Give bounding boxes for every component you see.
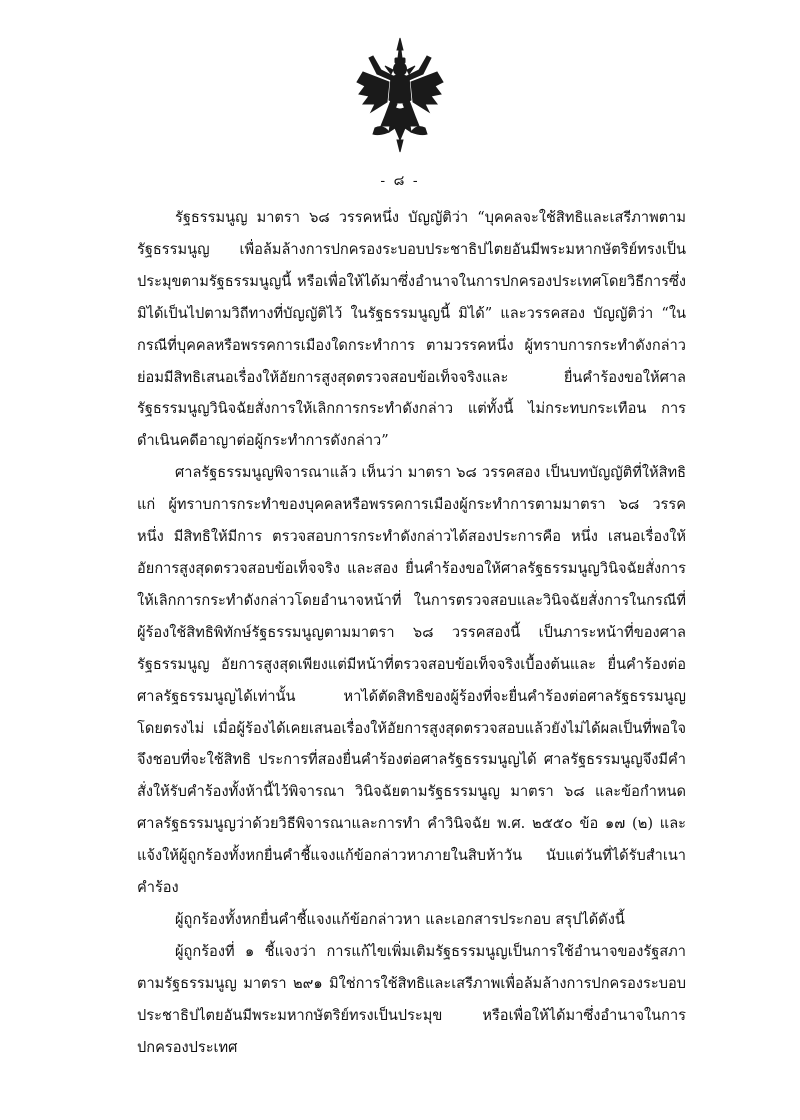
- paragraph-section-68-text: รัฐธรรมนูญ มาตรา ๖๘ วรรคหนึ่ง บัญญัติว่า “บุคคลจะใช้สิทธิและเสรีภาพตามรัฐธรรมนูญ เพื่อล้มล้างการปกครองระบอบประชาธิปไตยอันมีพระมหากษัตริย์ทรงเป็นประมุขตามรัฐธรรมนูญนี้ หรือเพื่อให้ได้มาซึ่งอำนาจในการปกครองประเทศโดยวิธีการซึ่งมิได้เป็นไปตามวิถีทางที่บัญญัติไว้ ในรัฐธรรมนูญนี้ มิได้” และวรรคสอง บัญญัติว่า “ในกรณีที่บุคคลหรือพรรคการเมืองใดกระทำการ ตามวรรคหนึ่ง ผู้ทราบการกระทำดังกล่าวย่อมมีสิทธิเสนอเรื่องให้อัยการสูงสุดตรวจสอบข้อเท็จจริงและ ยื่นคำร้องขอให้ศาลรัฐธรรมนูญวินิจฉัยสั่งการให้เลิกการกระทำดังกล่าว แต่ทั้งนี้ ไม่กระทบกระเทือน การดำเนินคดีอาญาต่อผู้กระทำการดังกล่าว”: [137, 209, 686, 450]
- paragraph-respondent-1: ผู้ถูกร้องที่ ๑ ชี้แจงว่า การแก้ไขเพิ่มเติมรัฐธรรมนูญเป็นการใช้อำนาจของรัฐสภา ตามรัฐธรรมนูญ มาตรา ๒๙๑ มิใช่การใช้สิทธิและเสรีภาพเพื่อล้มล้างการปกครองระบอบ ประชาธิปไตยอันมีพระมหากษัตริย์ทรงเป็นประมุข หรือเพื่อให้ได้มาซึ่งอำนาจในการปกครองประเทศ: [137, 942, 686, 1056]
- garuda-emblem-icon: [355, 36, 445, 156]
- paragraph-court-consideration: ศาลรัฐธรรมนูญพิจารณาแล้ว เห็นว่า มาตรา ๖๘ วรรคสอง เป็นบทบัญญัติที่ให้สิทธิแก่ ผู้ทราบการกระทำของบุคคลหรือพรรคการเมืองผู้กระทำการตามมาตรา ๖๘ วรรคหนึ่ง มีสิทธิให้มีการ ตรวจสอบการกระทำดังกล่าวได้สองประการคือ หนึ่ง เสนอเรื่องให้อัยการสูงสุดตรวจสอบข้อเท็จจริง และสอง ยื่นคำร้องขอให้ศาลรัฐธรรมนูญวินิจฉัยสั่งการให้เลิกการกระทำดังกล่าวโดยอำนาจหน้าที่ ในการตรวจสอบและวินิจฉัยสั่งการในกรณีที่ผู้ร้องใช้สิทธิพิทักษ์รัฐธรรมนูญตามมาตรา ๖๘ วรรคสองนี้ เป็นภาระหน้าที่ของศาลรัฐธรรมนูญ อัยการสูงสุดเพียงแต่มีหน้าที่ตรวจสอบข้อเท็จจริงเบื้องต้นและ ยื่นคำร้องต่อศาลรัฐธรรมนูญได้เท่านั้น หาได้ตัดสิทธิของผู้ร้องที่จะยื่นคำร้องต่อศาลรัฐธรรมนูญโดยตรงไม่ เมื่อผู้ร้องได้เคยเสนอเรื่องให้อัยการสูงสุดตรวจสอบแล้วยังไม่ได้ผลเป็นที่พอใจ จึงชอบที่จะใช้สิทธิ ประการที่สองยื่นคำร้องต่อศาลรัฐธรรมนูญได้ ศาลรัฐธรรมนูญจึงมีคำสั่งให้รับคำร้องทั้งห้านี้ไว้พิจารณา วินิจฉัยตามรัฐธรรมนูญ มาตรา ๖๘ และข้อกำหนดศาลรัฐธรรมนูญว่าด้วยวิธีพิจารณาและการทำ คำวินิจฉัย พ.ศ. ๒๕๕๐ ข้อ ๑๗ (๒) และแจ้งให้ผู้ถูกร้องทั้งหกยื่นคำชี้แจงแก้ข้อกล่าวหาภายในสิบห้าวัน นับแต่วันที่ได้รับสำเนาคำร้อง: [137, 464, 686, 897]
- paragraph-respondents-summary: ผู้ถูกร้องทั้งหกยื่นคำชี้แจงแก้ข้อกล่าวหา และเอกสารประกอบ สรุปได้ดังนี้: [175, 910, 625, 928]
- body-text: [137, 202, 686, 1063]
- page-number: - ๘ -: [380, 173, 420, 189]
